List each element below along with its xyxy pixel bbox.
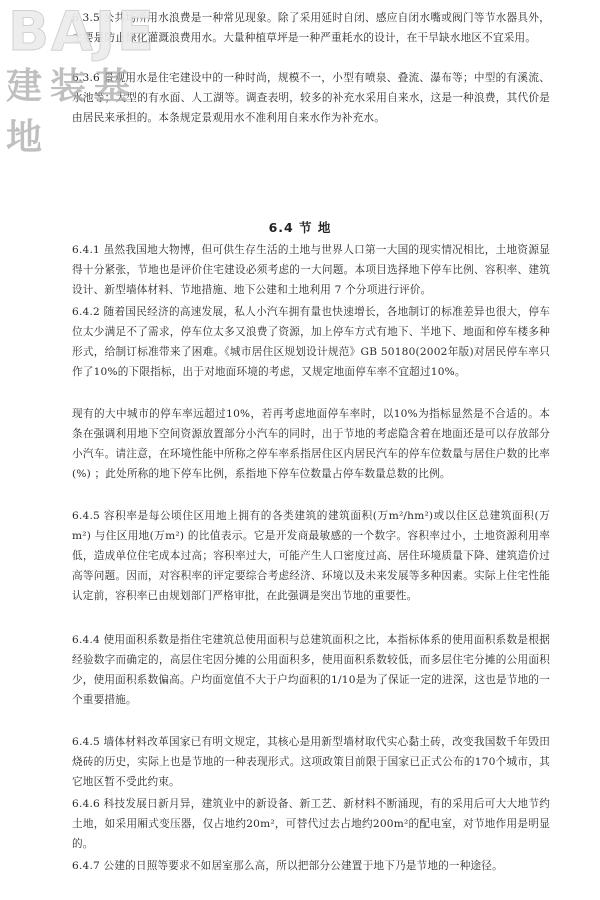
paragraph-6-3-5: 6.3.5 公共场所用水浪费是一种常见现象。除了采用延时自闭、感应自闭水嘴或阀门等节水器具外，主要是防止绿化灌溉浪费用水。大量种植草坪是一种严重耗水的设计，在干旱缺水地区不宜采用。 [72,12,550,44]
watermark-cjk: 建装基地 [6,66,139,158]
paragraph-6-4-6: 6.4.6 科技发展日新月异，建筑业中的新设备、新工艺、新材料不断涌现，有的采用后可大大地节约土地，如采用厢式变压器，仅占地约20m²，可替代过去占地约200m²的配电室，对节地作用是明显的。 [72,798,550,850]
paragraph-6-3-6: 6.3.6 景观用水是住宅建设中的一种时尚，规模不一，小型有喷泉、叠流、瀑布等；中型的有溪流、水池等；大型的有水面、人工湖等。调查表明，较多的补充水采用自来水，这是一种浪费，其代价是由居民来承担的。本条规定景观用水不准利用自来水作为补充水。 [72,72,550,124]
watermark-latin: BAJE [8,0,156,63]
paragraph-6-4-1: 6.4.1 虽然我国地大物博，但可供生存生活的土地与世界人口第一大国的现实情况相比，土地资源显得十分紧张，节地也是评价住宅建设必须考虑的一大问题。本项目选择地下停车比例、容积率、建筑设计、新型墙体材料、节地措施、地下公建和土地利用 7 个分项进行评价。 [72,244,550,296]
paragraph-6-4-2: 6.4.2 随着国民经济的高速发展，私人小汽车拥有量也快速增长，各地制订的标准差异也很大，停车位太少满足不了需求，停车位太多又浪费了资源，加上停车方式有地下、半地下、地面和停车楼多种形式，给制订标准带来了困难。《城市居住区规划设计规范》GB 50180(2002年版)对居民停车率只作了10%的下限指标，出于对地面环境的考虑，又规定地面停车率不宜超过10%。 [72,306,550,378]
paragraph-6-4-4: 6.4.4 使用面积系数是指住宅建筑总使用面积与总建筑面积之比，本指标体系的使用面积系数是根据经验数字而确定的，高层住宅因分摊的公用面积多，使用面积系数较低，而多层住宅分摊的公用面积少，使用面积系数偏高。户均面宽值不大于户均面积的1/10是为了保证一定的进深，这也是节地的一个重要措施。 [72,634,550,706]
paragraph-6-4-7: 6.4.7 公建的日照等要求不如居室那么高，所以把部分公建置于地下乃是节地的一种途径。 [72,860,503,872]
paragraph-6-4-5-wall-materials: 6.4.5 墙体材料改革国家已有明文规定，其核心是用新型墙材取代实心黏土砖，改变我国数千年毁田烧砖的历史，实际上也是节地的一种表现形式。这项政策目前限于国家已正式公布的170个城市，其它地区暂不受此约束。 [72,736,550,788]
paragraph-6-4-2-continued: 现有的大中城市的停车率远超过10%，若再考虑地面停车率时，以10%为指标显然是不合适的。本条在强调利用地下空间资源放置部分小汽车的同时，出于节地的考虑隐含着在地面还是可以存放部分小汽车。请注意，在环境性能中所称之停车率系指居住区内居民汽车的停车位数量与居住户数的比率(%) ；此处所称的地下停车比例，系指地下停车位数量占停车数量总数的比例。 [72,408,550,480]
section-heading: 6.4 节 地 [268,220,332,235]
paragraph-6-4-5-floor-area-ratio: 6.4.5 容积率是每公顷住区用地上拥有的各类建筑的建筑面积(万m²/hm²)或以住区总建筑面积(万m²) 与住区用地(万m²) 的比值表示。它是开发商最敏感的一个数字。容积率过小，土地资源利用率低，造成单位住宅成本过高；容积率过大，可能产生人口密度过高、居住环境质量下降、建筑造价过高等问题。因而，对容积率的评定要综合考虑经济、环境以及未来发展等多种因素。实际上住宅性能认定前，容积率已由规划部门严格审批，在此强调是突出节地的重要性。 [72,510,550,602]
